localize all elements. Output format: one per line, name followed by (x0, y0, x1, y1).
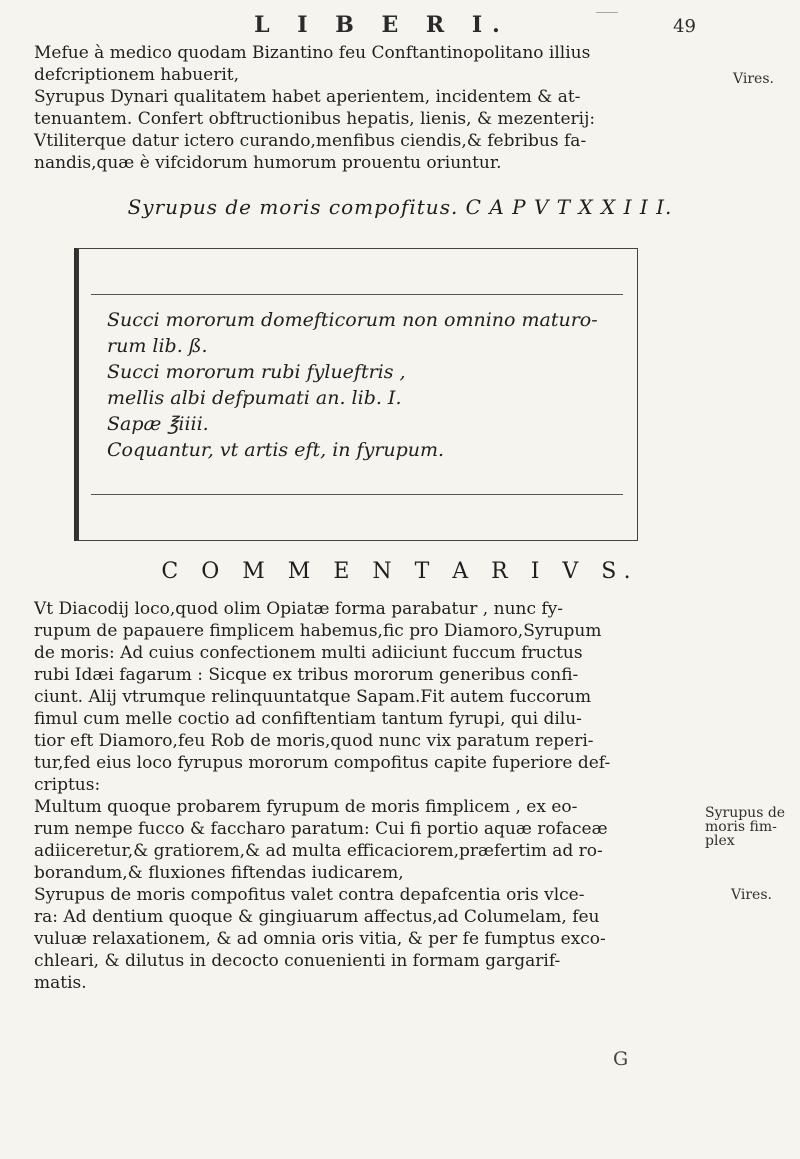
recipe-bottom-rule (91, 494, 623, 495)
running-head (0, 12, 800, 38)
margin-note-vires-bottom: Vires. (731, 887, 772, 903)
margin-note-vires-top: Vires. (733, 71, 774, 87)
book-title: L I B E R I. (254, 12, 510, 38)
recipe-box (76, 248, 638, 541)
signature-mark: G (613, 1048, 629, 1070)
intro-paragraph: Mefue à medico quodam Bizantino feu Conftantinopolitano illius defcriptionem habuerit, Syrupus Dynari qualitatem habet aperientem, incidentem & at- tenuantem. Confert obftructionibus hepatis, lienis, & mezenterij: Vtiliterque datur ictero curando,menfibus ciendis,& febribus fa- nandis,quæ è vifcidorum humorum prouentu oriuntur. (34, 43, 596, 173)
chapter-line (0, 195, 800, 225)
margin-note-syrupus-simplex: Syrupus de moris fim- plex (705, 805, 786, 849)
page-number: 49 (673, 16, 696, 37)
recipe-text: Succi mororum domefticorum non omnino maturo- rum lib. ß. Succi mororum rubi fylueftris , mellis albi defpumati an. lib. I. Sapæ ℥iiii. Coquantur, vt artis eft, in fyrupum. (107, 309, 598, 461)
recipe-top-rule (91, 294, 623, 295)
commentarius-heading: C O M M E N T A R I V S. (161, 559, 639, 584)
commentarius-text: Vt Diacodij loco,quod olim Opiatæ forma parabatur , nunc fy- rupum de papauere fimplicem habemus,fic pro Diamoro,Syrupum de moris: Ad cuius confectionem multi adiiciunt fuccum fructus rubi Idæi fagarum : Sicque ex tribus mororum generibus confi- ciunt. Alij vtrumque relinquuntatque Sapam.Fit autem fuccorum fimul cum melle coctio ad confiftentiam tantum fyrupi, qui dilu- tior eft Diamoro,feu Rob de moris,quod nunc vix paratum reperi- tur,fed eius loco fyrupus mororum compofitus capite fuperiore def- criptus: Multum quoque probarem fyrupum de moris fimplicem , ex eo- rum nempe fucco & faccharo paratum: Cui fi portio aquæ rofaceæ adiiceretur,& gratiorem,& ad multa efficaciorem,præfertim ad ro- borandum,& fluxiones fiftendas iudicarem, Syrupus de moris compofitus valet contra depafcentia oris vlce- ra: Ad dentium quoque & gingiuarum affectus,ad Columelam, feu vuluæ relaxationem, & ad omnia oris vitia, & per fe fumptus exco- chleari, & dilutus in decocto conuenienti in formam gargarif- matis. (34, 599, 611, 993)
chapter-title: Syrupus de moris compofitus. C A P V T X X I I I. (127, 195, 673, 219)
